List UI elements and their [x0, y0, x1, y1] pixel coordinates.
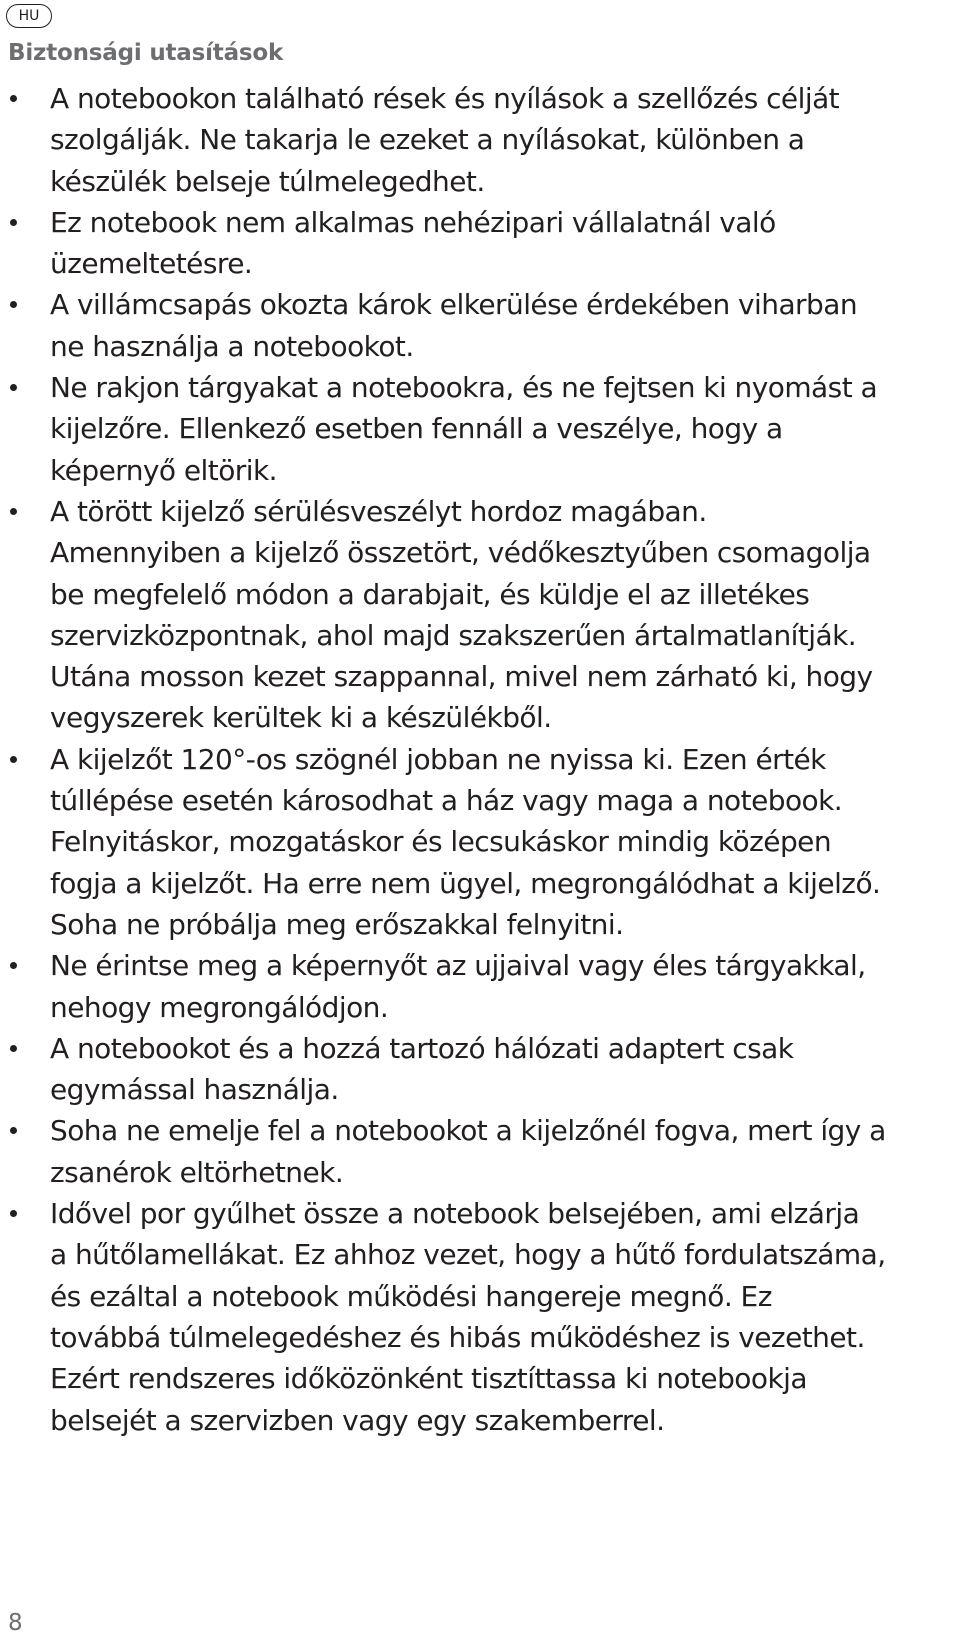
bullet-dot-icon — [10, 95, 17, 102]
bullet-text-line: A notebookon található rések és nyílások a szellőzés célját — [50, 82, 840, 115]
bullet-text-line: A törött kijelző sérülésveszélyt hordoz magában. — [50, 494, 707, 528]
bullet-text-line: szolgálják. Ne takarja le ezeket a nyílásokat, különben a — [50, 123, 805, 157]
bullet-dot-icon — [10, 756, 17, 763]
bullet-text-line: kijelzőre. Ellenkező esetben fennáll a veszélye, hogy a — [50, 412, 783, 446]
bullet-text-line: egymással használja. — [50, 1073, 339, 1107]
bullet-text-line: fogja a kijelzőt. Ha erre nem ügyel, megrongálódhat a kijelző. — [50, 866, 881, 900]
bullet-item — [0, 284, 958, 367]
language-badge: HU — [6, 4, 52, 28]
bullet-text-line: és ezáltal a notebook működési hangereje megnő. Ez — [50, 1279, 772, 1313]
bullet-item — [0, 491, 958, 739]
bullet-dot-icon — [10, 384, 17, 391]
bullet-dot-icon — [10, 1045, 17, 1052]
section-title: Biztonsági utasítások — [8, 40, 284, 66]
bullet-item — [0, 1193, 958, 1441]
bullet-item — [0, 1110, 958, 1193]
bullet-text-line: A notebookot és a hozzá tartozó hálózati adaptert csak — [50, 1031, 794, 1065]
bullet-text-line: Soha ne emelje fel a notebookot a kijelzőnél fogva, mert így a — [50, 1114, 886, 1148]
bullet-text-line: készülék belseje túlmelegedhet. — [50, 164, 485, 198]
bullet-text-line: be megfelelő módon a darabjait, és küldje el az illetékes — [50, 577, 810, 611]
bullet-text-line: Idővel por gyűlhet össze a notebook belsejében, ami elzárja — [50, 1197, 860, 1231]
bullet-text-line: Ne érintse meg a képernyőt az ujjaival vagy éles tárgyakkal, — [50, 949, 866, 983]
bullet-text-line: zsanérok eltörhetnek. — [50, 1155, 344, 1189]
bullet-text-line: Ezért rendszeres időközönként tisztíttassa ki notebookja — [50, 1362, 807, 1396]
bullet-text-line: Amennyiben a kijelző összetört, védőkesztyűben csomagolja — [50, 536, 871, 570]
bullet-text-line: vegyszerek kerültek ki a készülékből. — [50, 701, 552, 735]
bullet-text-line: túllépése esetén károsodhat a ház vagy maga a notebook. — [50, 784, 843, 818]
bullet-text-line: szervizközpontnak, ahol majd szakszerűen ártalmatlanítják. — [50, 618, 857, 652]
bullet-item — [0, 945, 958, 1028]
bullet-dot-icon — [10, 508, 17, 515]
bullet-text-line: Felnyitáskor, mozgatáskor és lecsukáskor mindig középen — [50, 825, 832, 859]
bullet-dot-icon — [10, 962, 17, 969]
safety-instructions-list — [0, 78, 958, 1441]
bullet-dot-icon — [10, 1210, 17, 1217]
bullet-text-line: Utána mosson kezet szappannal, mivel nem zárható ki, hogy — [50, 660, 873, 694]
bullet-dot-icon — [10, 1127, 17, 1134]
bullet-dot-icon — [10, 219, 17, 226]
bullet-text-line: Ne rakjon tárgyakat a notebookra, és ne fejtsen ki nyomást a — [50, 371, 878, 405]
bullet-item — [0, 739, 958, 945]
bullet-text-line: nehogy megrongálódjon. — [50, 990, 389, 1024]
bullet-item — [0, 202, 958, 285]
bullet-item — [0, 367, 958, 491]
bullet-text-line: a hűtőlamellákat. Ez ahhoz vezet, hogy a hűtő fordulatszáma, — [50, 1238, 886, 1272]
bullet-dot-icon — [10, 301, 17, 308]
bullet-text-line: továbbá túlmelegedéshez és hibás működéshez is vezethet. — [50, 1320, 865, 1354]
bullet-text-line: Ez notebook nem alkalmas nehézipari vállalatnál való — [50, 205, 776, 239]
bullet-item — [0, 1028, 958, 1111]
bullet-text-line: belsejét a szervizben vagy egy szakemberrel. — [50, 1403, 665, 1437]
bullet-item — [0, 78, 958, 202]
bullet-text-line: üzemeltetésre. — [50, 247, 253, 281]
bullet-text-line: képernyő eltörik. — [50, 453, 277, 487]
page-number: 8 — [8, 1610, 23, 1636]
bullet-text-line: Soha ne próbálja meg erőszakkal felnyitni. — [50, 907, 624, 941]
bullet-text-line: A kijelzőt 120°-os szögnél jobban ne nyissa ki. Ezen érték — [50, 742, 826, 776]
bullet-text-line: A villámcsapás okozta károk elkerülése érdekében viharban — [50, 288, 858, 322]
bullet-text-line: ne használja a notebookot. — [50, 329, 414, 363]
